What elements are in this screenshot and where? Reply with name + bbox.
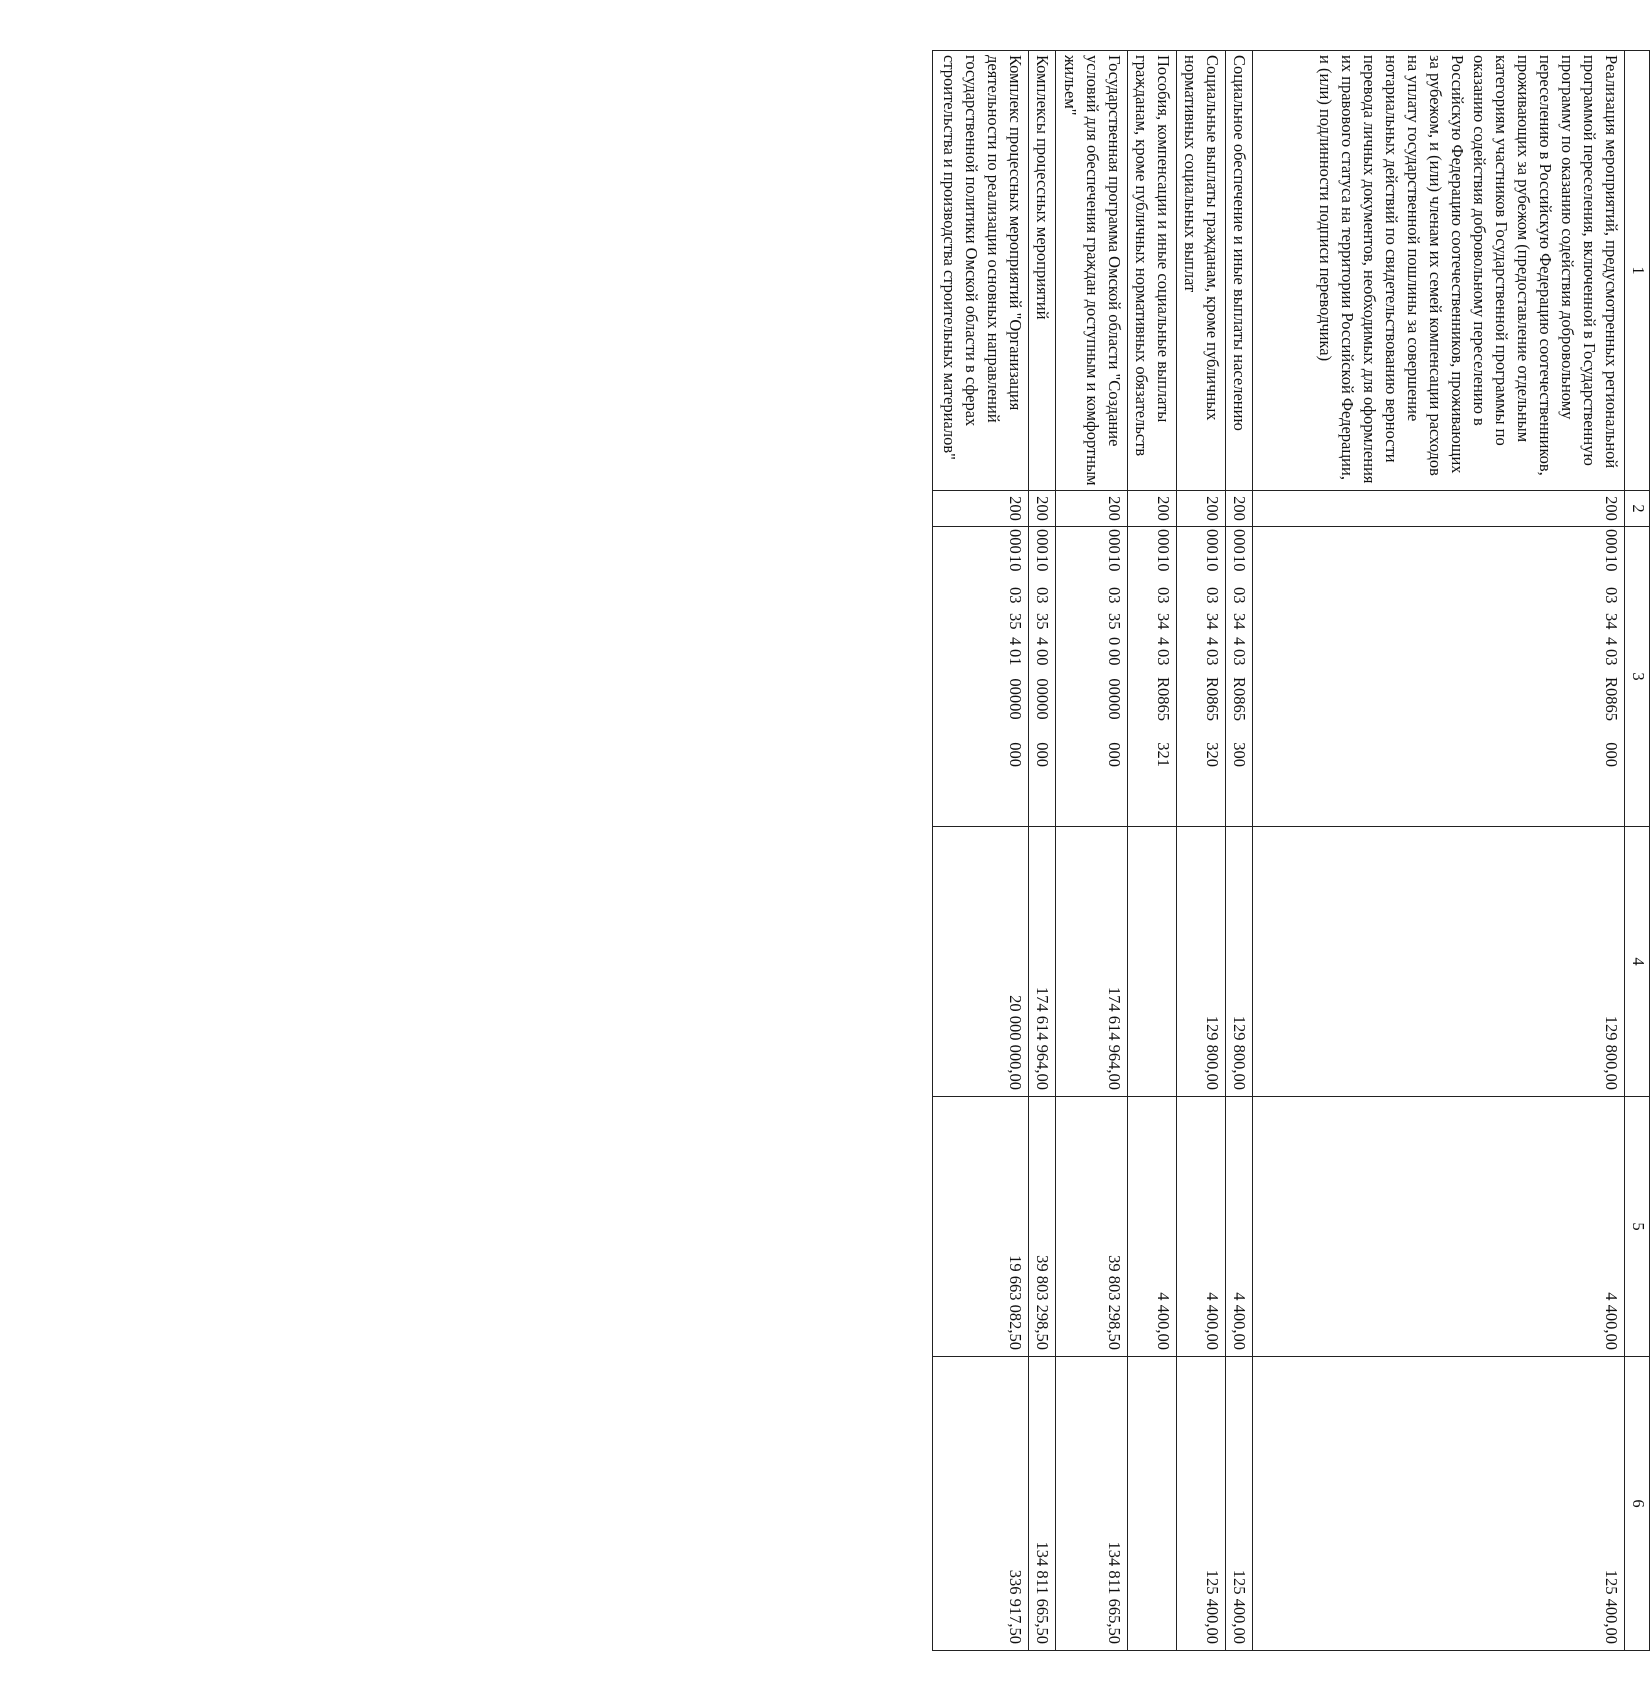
row-name-cell: Реализация мероприятий, предусмотренных региональной программой переселения, включенной в Государственную программу по оказанию содействия добровольному переселению в Российскую Федерацию соотечественников, проживающих за рубежом (предоставление отдельным категориям участников Государственной программы по оказанию содействия добровольному переселению в Российскую Федерацию соотечественников, проживающих за рубежом, и (или) членам их семей компенсации расходов на уплату государственной пошлины за совершение нотариальных действий по свидетельствованию верности перевода личных документов, необходимых для оформления их правового статуса на территории Российской Федерации, и (или) подлинности подписи переводчика) bbox=[1253, 51, 1625, 491]
budget-table bbox=[932, 50, 1650, 1651]
budget-code-part: 03 bbox=[1602, 587, 1621, 604]
budget-code-part: 000 bbox=[1602, 529, 1621, 554]
budget-code-part: 000 bbox=[1006, 529, 1025, 554]
budget-code-part: 000 bbox=[1230, 529, 1249, 554]
line-code-cell: 200 bbox=[1177, 491, 1226, 527]
table-row bbox=[1253, 51, 1625, 1651]
budget-code-part: 35 bbox=[1006, 613, 1025, 630]
budget-code-cell bbox=[1056, 527, 1128, 827]
approved-amount-cell: 174 614 964,00 bbox=[1056, 827, 1128, 1097]
approved-amount-cell: 129 800,00 bbox=[1226, 827, 1253, 1097]
budget-code bbox=[1228, 529, 1250, 824]
budget-code-part: 03 bbox=[1033, 587, 1052, 604]
budget-code-part: 00000 bbox=[1033, 678, 1052, 720]
budget-code-part: 300 bbox=[1230, 742, 1249, 767]
budget-code-part: 4 bbox=[1203, 637, 1222, 646]
budget-code bbox=[1201, 529, 1223, 824]
line-code-cell: 200 bbox=[933, 491, 1029, 527]
budget-code-part: 4 bbox=[1033, 637, 1052, 646]
budget-code-part: 34 bbox=[1154, 613, 1173, 630]
executed-amount-cell: 4 400,00 bbox=[1177, 1097, 1226, 1357]
budget-code-part: 000 bbox=[1033, 742, 1052, 767]
executed-amount-cell: 4 400,00 bbox=[1226, 1097, 1253, 1357]
budget-code-cell bbox=[933, 527, 1029, 827]
budget-code-part: R0865 bbox=[1154, 676, 1173, 721]
budget-code-part: 03 bbox=[1230, 587, 1249, 604]
budget-code-part: 10 bbox=[1006, 555, 1025, 572]
executed-amount-cell: 4 400,00 bbox=[1253, 1097, 1625, 1357]
unexecuted-amount-cell: 125 400,00 bbox=[1253, 1357, 1625, 1651]
line-code-cell: 200 bbox=[1056, 491, 1128, 527]
executed-amount-cell: 39 803 298,50 bbox=[1056, 1097, 1128, 1357]
executed-amount-cell: 4 400,00 bbox=[1128, 1097, 1177, 1357]
executed-amount-cell: 19 663 082,50 bbox=[933, 1097, 1029, 1357]
row-name-cell: Комплекс процессных мероприятий "Организация деятельности по реализации основных направлений государственной политики Омской области в сферах строительства и производства строительных материалов" bbox=[933, 51, 1029, 491]
budget-code-part: R0865 bbox=[1230, 676, 1249, 721]
table-row bbox=[933, 51, 1029, 1651]
budget-code-part: 35 bbox=[1033, 613, 1052, 630]
budget-code-part: 4 bbox=[1602, 637, 1621, 646]
budget-code-part: 00000 bbox=[1006, 678, 1025, 720]
budget-code-part: 10 bbox=[1105, 555, 1124, 572]
budget-code-part: 03 bbox=[1154, 587, 1173, 604]
budget-code-part: 10 bbox=[1154, 555, 1173, 572]
line-code-cell: 200 bbox=[1029, 491, 1056, 527]
budget-code-part: 000 bbox=[1006, 742, 1025, 767]
budget-code-part: 10 bbox=[1203, 555, 1222, 572]
budget-code-part: 000 bbox=[1602, 742, 1621, 767]
budget-code-part: 000 bbox=[1033, 529, 1052, 554]
column-header: 6 bbox=[1625, 1357, 1650, 1651]
budget-code-part: R0865 bbox=[1602, 676, 1621, 721]
budget-code-part: 03 bbox=[1203, 587, 1222, 604]
budget-code-part: 00 bbox=[1105, 649, 1124, 666]
budget-code bbox=[1031, 529, 1053, 824]
approved-amount-cell: 129 800,00 bbox=[1177, 827, 1226, 1097]
unexecuted-amount-cell: 125 400,00 bbox=[1177, 1357, 1226, 1651]
budget-code-part: 10 bbox=[1230, 555, 1249, 572]
budget-code-part: 03 bbox=[1154, 649, 1173, 666]
budget-code bbox=[1600, 529, 1622, 824]
unexecuted-amount-cell: 125 400,00 bbox=[1226, 1357, 1253, 1651]
approved-amount-cell: 20 000 000,00 bbox=[933, 827, 1029, 1097]
unexecuted-amount-cell: 134 811 665,50 bbox=[1029, 1357, 1056, 1651]
budget-code-cell bbox=[1177, 527, 1226, 827]
budget-code-cell bbox=[1253, 527, 1625, 827]
approved-amount-cell: 174 614 964,00 bbox=[1029, 827, 1056, 1097]
budget-table-sheet bbox=[930, 50, 1650, 1650]
table-row bbox=[1177, 51, 1226, 1651]
budget-code-part: 10 bbox=[1602, 555, 1621, 572]
column-header: 4 bbox=[1625, 827, 1650, 1097]
budget-code-part: 00 bbox=[1033, 649, 1052, 666]
budget-code-part: 34 bbox=[1230, 613, 1249, 630]
budget-code-part: 000 bbox=[1105, 529, 1124, 554]
budget-code-part: 0 bbox=[1105, 637, 1124, 646]
executed-amount-cell: 39 803 298,50 bbox=[1029, 1097, 1056, 1357]
budget-code-part: 03 bbox=[1203, 649, 1222, 666]
budget-code-part: 00000 bbox=[1105, 678, 1124, 720]
row-name-cell: Комплексы процессных мероприятий bbox=[1029, 51, 1056, 491]
budget-code-part: 000 bbox=[1203, 529, 1222, 554]
budget-code-part: 4 bbox=[1230, 637, 1249, 646]
column-number-row bbox=[1625, 51, 1650, 1651]
budget-code-part: 10 bbox=[1033, 555, 1052, 572]
budget-code-part: R0865 bbox=[1203, 676, 1222, 721]
budget-code-part: 03 bbox=[1105, 587, 1124, 604]
budget-code-part: 4 bbox=[1154, 637, 1173, 646]
budget-code-part: 03 bbox=[1230, 649, 1249, 666]
row-name-cell: Социальные выплаты гражданам, кроме публичных нормативных социальных выплат bbox=[1177, 51, 1226, 491]
approved-amount-cell: 129 800,00 bbox=[1253, 827, 1625, 1097]
budget-code-cell bbox=[1029, 527, 1056, 827]
line-code-cell: 200 bbox=[1253, 491, 1625, 527]
budget-code-cell bbox=[1128, 527, 1177, 827]
budget-code bbox=[1103, 529, 1125, 824]
budget-code bbox=[1152, 529, 1174, 824]
budget-code-part: 000 bbox=[1154, 529, 1173, 554]
line-code-cell: 200 bbox=[1226, 491, 1253, 527]
budget-code-part: 000 bbox=[1105, 742, 1124, 767]
budget-code-part: 01 bbox=[1006, 649, 1025, 666]
budget-code bbox=[1004, 529, 1026, 824]
table-row bbox=[1056, 51, 1128, 1651]
budget-code-part: 320 bbox=[1203, 742, 1222, 767]
approved-amount-cell bbox=[1128, 827, 1177, 1097]
budget-code-part: 03 bbox=[1602, 649, 1621, 666]
budget-code-part: 03 bbox=[1006, 587, 1025, 604]
row-name-cell: Социальное обеспечение и иные выплаты населению bbox=[1226, 51, 1253, 491]
table-row bbox=[1226, 51, 1253, 1651]
column-header: 3 bbox=[1625, 527, 1650, 827]
table-row bbox=[1029, 51, 1056, 1651]
budget-code-part: 35 bbox=[1105, 613, 1124, 630]
form-page-label bbox=[52, 40, 76, 260]
column-header: 5 bbox=[1625, 1097, 1650, 1357]
row-name-cell: Государственная программа Омской области "Создание условий для обеспечения граждан доступным и комфортным жильем" bbox=[1056, 51, 1128, 491]
column-header: 2 bbox=[1625, 491, 1650, 527]
table-row bbox=[1128, 51, 1177, 1651]
unexecuted-amount-cell: 134 811 665,50 bbox=[1056, 1357, 1128, 1651]
line-code-cell: 200 bbox=[1128, 491, 1177, 527]
budget-code-part: 321 bbox=[1154, 742, 1173, 767]
unexecuted-amount-cell bbox=[1128, 1357, 1177, 1651]
row-name-cell: Пособия, компенсации и иные социальные выплаты гражданам, кроме публичных нормативных обязательств bbox=[1128, 51, 1177, 491]
unexecuted-amount-cell: 336 917,50 bbox=[933, 1357, 1029, 1651]
budget-code-part: 34 bbox=[1203, 613, 1222, 630]
budget-code-part: 4 bbox=[1006, 637, 1025, 646]
column-header: 1 bbox=[1625, 51, 1650, 491]
budget-code-cell bbox=[1226, 527, 1253, 827]
budget-code-part: 34 bbox=[1602, 613, 1621, 630]
